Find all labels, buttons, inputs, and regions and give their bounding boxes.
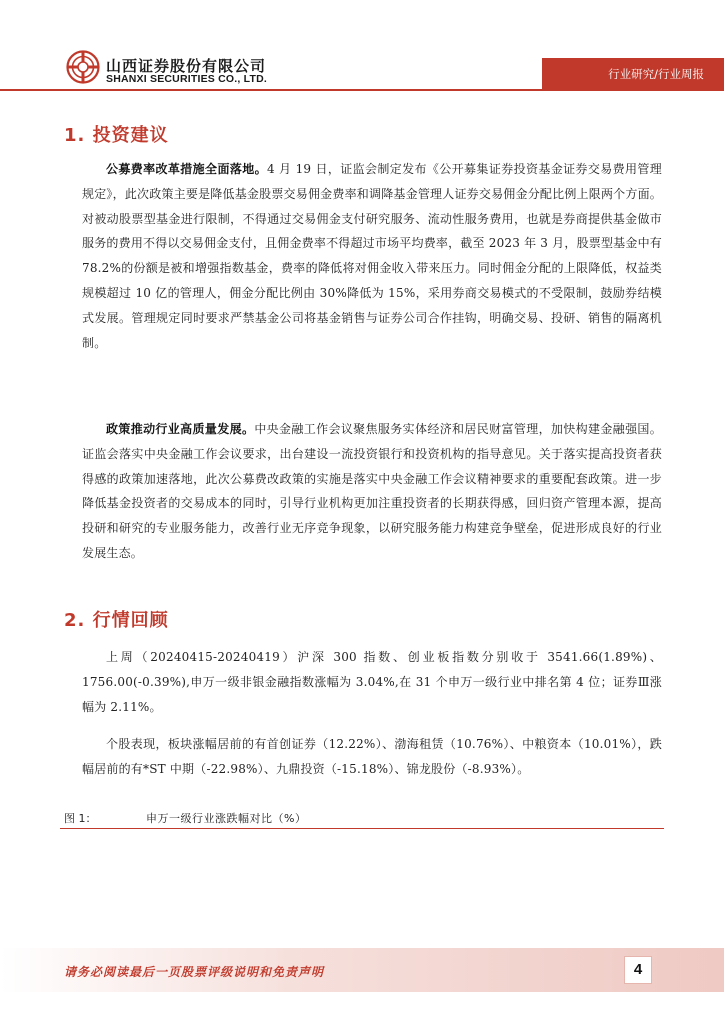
- company-name-cn: 山西证券股份有限公司: [106, 57, 267, 75]
- paragraph-stock-performance: 个股表现，板块涨幅居前的有首创证券（12.22%）、渤海租赁（10.76%）、中粮资本（10.01%），跌幅居前的有*ST 中期（-22.98%）、九鼎投资（-15.18%）、锦龙股份（-8.93%）。: [82, 737, 662, 776]
- figure-divider: [60, 828, 664, 829]
- company-logo-icon: [66, 50, 100, 84]
- section-title-investment-advice: 1. 投资建议: [64, 125, 169, 146]
- paragraph-lead: 政策推动行业高质量发展。: [106, 422, 255, 436]
- figure-label: 图 1：: [64, 812, 97, 825]
- paragraph-market-indices: 上周（20240415-20240419）沪深 300 指数、创业板指数分别收于 3541.66(1.89%)、1756.00(-0.39%),申万一级非银金融指数涨幅为 3.04%,在 31 个申万一级行业中排名第 4 位；证券Ⅲ涨幅为 2.11%。: [82, 650, 662, 714]
- figure-title: 申万一级行业涨跌幅对比（%）: [146, 812, 307, 825]
- paragraph-policy: [82, 417, 662, 566]
- disclaimer-notice: 请务必阅读最后一页股票评级说明和免责声明: [64, 965, 325, 979]
- section-title-market-review: 2. 行情回顾: [64, 610, 169, 631]
- company-name-en: SHANXI SECURITIES CO., LTD.: [106, 73, 267, 85]
- paragraph-body: 中央金融工作会议聚焦服务实体经济和居民财富管理，加快构建金融强国。证监会落实中央金融工作会议要求，出台建设一流投资银行和投资机构的指导意见。关于落实提高投资者获得感的政策加速落地，此次公募费改政策的实施是落实中央金融工作会议精神要求的重要配套政策。进一步降低基金投资者的交易成本的同时，引导行业机构更加注重投资者的长期获得感，回归资产管理本源，提高投研和研究的专业服务能力，改善行业无序竞争现象，以研究服务能力构建竞争壁垒，促进形成良好的行业发展生态。: [82, 422, 662, 560]
- report-type-tag: [542, 58, 724, 89]
- page-number: 4: [624, 956, 652, 984]
- page-header: [0, 0, 724, 95]
- report-type-label: 行业研究/行业周报: [608, 67, 704, 81]
- header-divider: [0, 89, 724, 91]
- paragraph-fee-reform: [82, 157, 662, 355]
- page-footer: [0, 948, 724, 992]
- paragraph-body: 4 月 19 日，证监会制定发布《公开募集证券投资基金证券交易费用管理规定》，此次政策主要是降低基金股票交易佣金费率和调降基金管理人证券交易佣金分配比例上限两个方面。对被动股票型基金进行限制，不得通过交易佣金支付研究服务、流动性服务费用，也就是券商提供基金做市服务的费用不得以交易佣金支付，且佣金费率不得超过市场平均费率，截至 2023 年 3 月，股票型基金中有 78.2%的份额是被和增强指数基金，费率的降低将对佣金收入带来压力。同时佣金分配的上限降低，权益类规模超过 10 亿的管理人，佣金分配比例由 30%降低为 15%，采用券商交易模式的不受限制，鼓励券结模式发展。管理规定同时要求严禁基金公司将基金销售与证券公司合作挂钩，明确交易、投研、销售的隔离机制。: [82, 162, 662, 350]
- paragraph-lead: 公募费率改革措施全面落地。: [106, 162, 267, 176]
